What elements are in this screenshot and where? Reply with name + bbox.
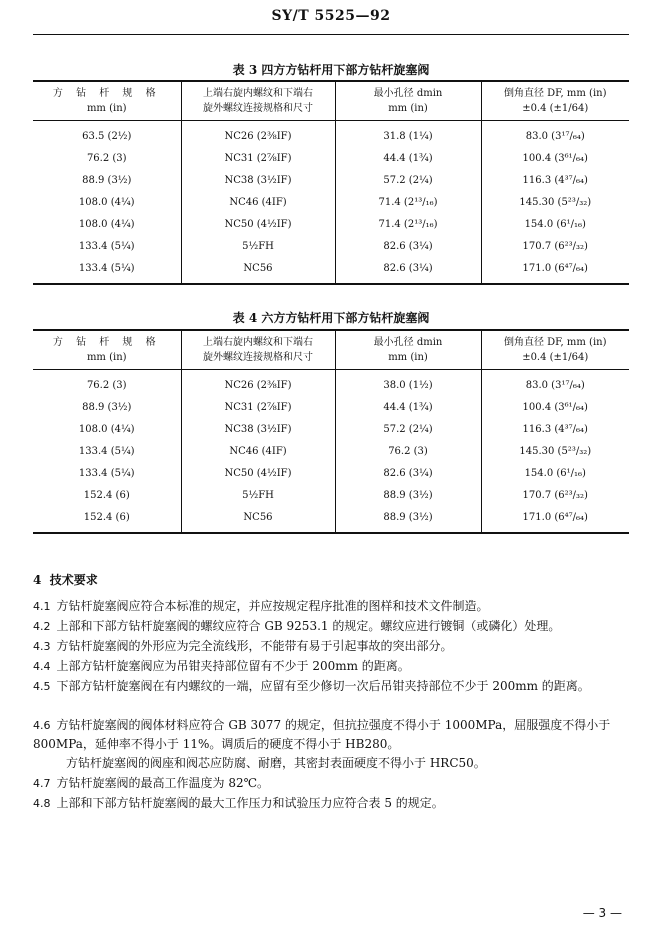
table-cell: 100.4 (3⁶¹/₆₄) [481, 147, 629, 169]
table-row [33, 191, 629, 213]
table-cell: 76.2 (3) [86, 152, 127, 164]
clause-4-5 [33, 677, 631, 696]
table-cell: 170.7 (6²³/₃₂) [481, 235, 629, 257]
table-cell: 88.9 (3½) [335, 506, 481, 533]
clause-text: 上部和下部方钻杆旋塞阀的最大工作压力和试验压力应符合表 5 的规定。 [56, 796, 444, 810]
table-row [33, 484, 629, 506]
table-row [33, 213, 629, 235]
table-cell: NC50 (4½IF) [181, 213, 335, 235]
clause-4-6-continued [33, 754, 631, 772]
table4-caption: 表 4 六方方钻杆用下部方钻杆旋塞阀 [232, 311, 430, 325]
table-cell: 82.6 (3¼) [335, 235, 481, 257]
clause-text: 上部方钻杆旋塞阀应为吊钳夹持部位留有不少于 200mm 的距离。 [56, 659, 410, 673]
table-cell: 108.0 (4¼) [78, 218, 135, 230]
table-cell: 171.0 (6⁴⁷/₆₄) [481, 506, 629, 533]
table-cell: 170.7 (6²³/₃₂) [481, 484, 629, 506]
clause-text: 方钻杆旋塞阀应符合本标准的规定，并应按规定程序批准的图样和技术文件制造。 [56, 599, 489, 613]
table-cell: 133.4 (5¼) [33, 257, 181, 284]
table-cell: 100.4 (3⁶¹/₆₄) [481, 396, 629, 418]
table-cell: NC31 (2⅞IF) [181, 147, 335, 169]
table4-header-cell: 上端右旋内螺纹和下端右 旋外螺纹连接规格和尺寸 [181, 330, 335, 370]
clause-4-8 [33, 794, 631, 813]
table-cell: 5½FH [181, 235, 335, 257]
table-cell: 83.0 (3¹⁷/₆₄) [481, 370, 629, 397]
table-cell: 71.4 (2¹³/₁₆) [335, 213, 481, 235]
table-cell: 88.9 (3½) [82, 401, 132, 413]
table-row [33, 506, 629, 533]
table-cell: NC56 [181, 257, 335, 284]
table-cell: 108.0 (4¼) [78, 196, 135, 208]
table-row [33, 462, 629, 484]
table-cell: 154.0 (6¹/₁₆) [481, 213, 629, 235]
table-cell: 145.30 (5²³/₃₂) [481, 191, 629, 213]
table-cell: 57.2 (2¼) [335, 169, 481, 191]
table-cell: NC56 [181, 506, 335, 533]
section-number: 4 [33, 573, 42, 587]
table3 [33, 80, 629, 285]
table-cell: 133.4 (5¼) [78, 467, 135, 479]
table-cell: NC50 (4½IF) [181, 462, 335, 484]
table-row [33, 440, 629, 462]
table-cell: 57.2 (2¼) [335, 418, 481, 440]
table-cell: 116.3 (4³⁷/₆₄) [481, 169, 629, 191]
clause-4-4 [33, 657, 631, 676]
table-cell: 88.9 (3½) [82, 174, 132, 186]
table3-header-cell: 方 钻 杆 规 格 mm (in) [33, 81, 181, 121]
table-row [33, 147, 629, 169]
clause-number: 4.1 [33, 600, 51, 613]
table-row [33, 257, 629, 284]
table-row [33, 418, 629, 440]
table-cell: 133.4 (5¼) [78, 240, 135, 252]
table-cell: 152.4 (6) [33, 506, 181, 533]
table4-header-cell: 倒角直径 DF, mm (in) ±0.4 (±1/64) [481, 330, 629, 370]
clause-number: 4.4 [33, 660, 51, 673]
table-cell: 154.0 (6¹/₁₆) [481, 462, 629, 484]
table-cell: NC26 (2⅜IF) [181, 121, 335, 148]
table3-header-cell: 最小孔径 dmin mm (in) [335, 81, 481, 121]
table-cell: 83.0 (3¹⁷/₆₄) [481, 121, 629, 148]
clause-4-6 [33, 716, 631, 753]
table3-header-cell: 倒角直径 DF, mm (in) ±0.4 (±1/64) [481, 81, 629, 121]
table-cell: NC38 (3½IF) [181, 418, 335, 440]
table-cell: 108.0 (4¼) [78, 423, 135, 435]
clause-4-2 [33, 617, 631, 636]
table-cell: 63.5 (2½) [82, 130, 132, 142]
clause-text: 方钻杆旋塞阀的最高工作温度为 82℃。 [56, 776, 270, 790]
table-cell: 82.6 (3¼) [335, 462, 481, 484]
table4 [33, 329, 629, 534]
table3-header-row [33, 81, 629, 121]
header-rule [33, 34, 629, 35]
clause-4-7 [33, 774, 631, 793]
table-cell: 133.4 (5¼) [78, 445, 135, 457]
table-cell: 71.4 (2¹³/₁₆) [335, 191, 481, 213]
page-number: — 3 — [582, 906, 622, 920]
table-cell: 171.0 (6⁴⁷/₆₄) [481, 257, 629, 284]
table-cell: 44.4 (1¾) [335, 396, 481, 418]
clause-4-1 [33, 597, 631, 616]
table-cell: 5½FH [181, 484, 335, 506]
table-row [33, 121, 629, 148]
table-cell: 76.2 (3) [335, 440, 481, 462]
clause-number: 4.8 [33, 797, 51, 810]
table4-header-row [33, 330, 629, 370]
table-cell: 145.30 (5²³/₃₂) [481, 440, 629, 462]
table-cell: NC46 (4IF) [181, 191, 335, 213]
table4-header-cell: 方 钻 杆 规 格 mm (in) [33, 330, 181, 370]
section-title: 技术要求 [49, 573, 98, 587]
table-cell: 152.4 (6) [83, 489, 130, 501]
table-cell: 116.3 (4³⁷/₆₄) [481, 418, 629, 440]
clause-number: 4.2 [33, 620, 51, 633]
table-cell: 31.8 (1¼) [335, 121, 481, 148]
table-cell: NC38 (3½IF) [181, 169, 335, 191]
clause-text: 上部和下部方钻杆旋塞阀的螺纹应符合 GB 9253.1 的规定。螺纹应进行镀铜（或磷化）处理。 [56, 619, 561, 633]
document-header: SY/T 5525—92 [271, 8, 391, 24]
clause-text: 方钻杆旋塞阀的外形应为完全流线形，不能带有易于引起事故的突出部分。 [56, 639, 453, 653]
table3-caption: 表 3 四方方钻杆用下部方钻杆旋塞阀 [232, 63, 430, 77]
table-cell: 88.9 (3½) [335, 484, 481, 506]
clause-number: 4.7 [33, 777, 51, 790]
table-cell: NC26 (2⅜IF) [181, 370, 335, 397]
clause-text: 下部方钻杆旋塞阀在有内螺纹的一端，应留有至少修切一次后吊钳夹持部位不少于 200mm 的距离。 [56, 679, 590, 693]
table4-header-cell: 最小孔径 dmin mm (in) [335, 330, 481, 370]
clause-number: 4.5 [33, 680, 51, 693]
clause-number: 4.3 [33, 640, 51, 653]
table-cell: 76.2 (3) [86, 379, 127, 391]
clause-4-3 [33, 637, 631, 656]
table-cell: 82.6 (3¼) [335, 257, 481, 284]
table-cell: 44.4 (1¾) [335, 147, 481, 169]
table3-header-cell: 上端右旋内螺纹和下端右 旋外螺纹连接规格和尺寸 [181, 81, 335, 121]
table-cell: 38.0 (1½) [335, 370, 481, 397]
table-cell: NC46 (4IF) [181, 440, 335, 462]
clause-text: 方钻杆旋塞阀的阀体材料应符合 GB 3077 的规定，但抗拉强度不得小于 1000MPa，屈服强度不得小于 800MPa，延伸率不得小于 11%。调质后的硬度不得小于 HB280。 [33, 718, 611, 751]
clause-number: 4.6 [33, 719, 51, 732]
table-row [33, 169, 629, 191]
table-cell: NC31 (2⅞IF) [181, 396, 335, 418]
table-row [33, 235, 629, 257]
table-row [33, 370, 629, 397]
clause-text: 方钻杆旋塞阀的阀座和阀芯应防腐、耐磨，其密封表面硬度不得小于 HRC50。 [66, 756, 486, 770]
table-row [33, 396, 629, 418]
section-heading [33, 571, 98, 588]
